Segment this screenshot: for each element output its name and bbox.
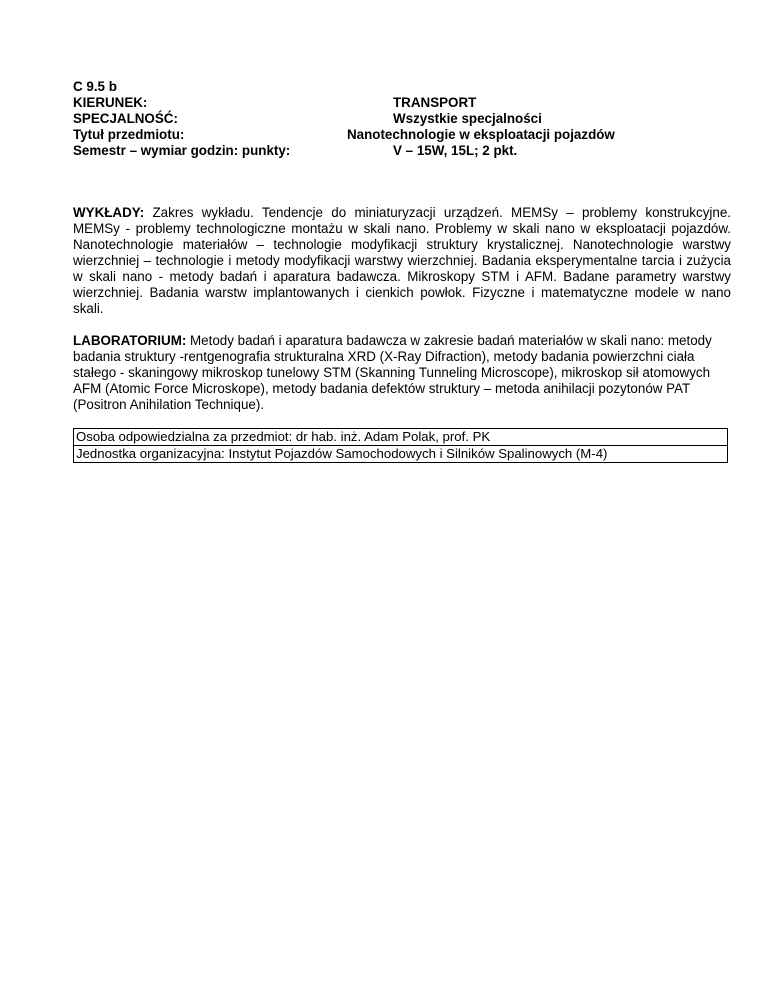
field-of-study-value: TRANSPORT: [393, 95, 477, 110]
course-code: C 9.5 b: [73, 79, 117, 94]
responsible-person: Osoba odpowiedzialna za przedmiot: dr hab. inż. Adam Polak, prof. PK: [76, 429, 491, 444]
specialization-label: SPECJALNOŚĆ:: [73, 111, 178, 126]
lectures-title: WYKŁADY:: [73, 205, 145, 220]
semester-label: Semestr – wymiar godzin: punkty:: [73, 143, 291, 158]
field-of-study-row: [73, 95, 731, 111]
document-page: [73, 79, 731, 463]
course-header: [73, 79, 731, 159]
course-title-row: [73, 127, 731, 143]
laboratory-title: LABORATORIUM:: [73, 333, 187, 348]
laboratory-section: [73, 333, 731, 413]
field-of-study-label: KIERUNEK:: [73, 95, 148, 110]
specialization-value: Wszystkie specjalności: [393, 111, 542, 126]
organizational-unit: Jednostka organizacyjna: Instytut Pojazdów Samochodowych i Silników Spalinowych (M-4): [74, 445, 727, 462]
laboratory-text: Metody badań i aparatura badawcza w zakresie badań materiałów w skali nano: metody badania struktury -rentgenografia strukturalna XRD (X-Ray Difraction), metody badania powierzchni ciała stałego - skaningowy mikroskop tunelowy STM (Skanning Tunneling Microscope), mikroskop sił atomowych AFM (Atomic Force Microskope), metody badania defektów struktury – metoda anihilacji pozytonów PAT (Positron Anihilation Technique).: [73, 333, 712, 412]
semester-row: [73, 143, 731, 159]
responsibility-table: [73, 428, 728, 463]
course-title-label: Tytuł przedmiotu:: [73, 127, 185, 142]
lectures-section: [73, 205, 731, 317]
course-code-row: [73, 79, 731, 95]
course-title-value: Nanotechnologie w eksploatacji pojazdów: [347, 127, 615, 142]
semester-value: V – 15W, 15L; 2 pkt.: [393, 143, 518, 158]
specialization-row: [73, 111, 731, 127]
lectures-text: Zakres wykładu. Tendencje do miniaturyzacji urządzeń. MEMSy – problemy konstrukcyjne. MEMSy - problemy technologiczne montażu w skali nano. Problemy w skali nano w eksploatacji pojazdów. Nanotechnologie materiałów – technologie modyfikacji struktury krystalicznej. Nanotechnologie warstwy wierzchniej – technologie i metody modyfikacji warstwy wierzchniej. Badania eksperymentalne tarcia i zużycia w skali nano - metody badań i aparatura badawcza. Mikroskopy STM i AFM. Badane parametry warstwy wierzchniej. Badania warstw implantowanych i cienkich powłok. Fizyczne i matematyczne modele w nano skali.: [73, 205, 731, 316]
